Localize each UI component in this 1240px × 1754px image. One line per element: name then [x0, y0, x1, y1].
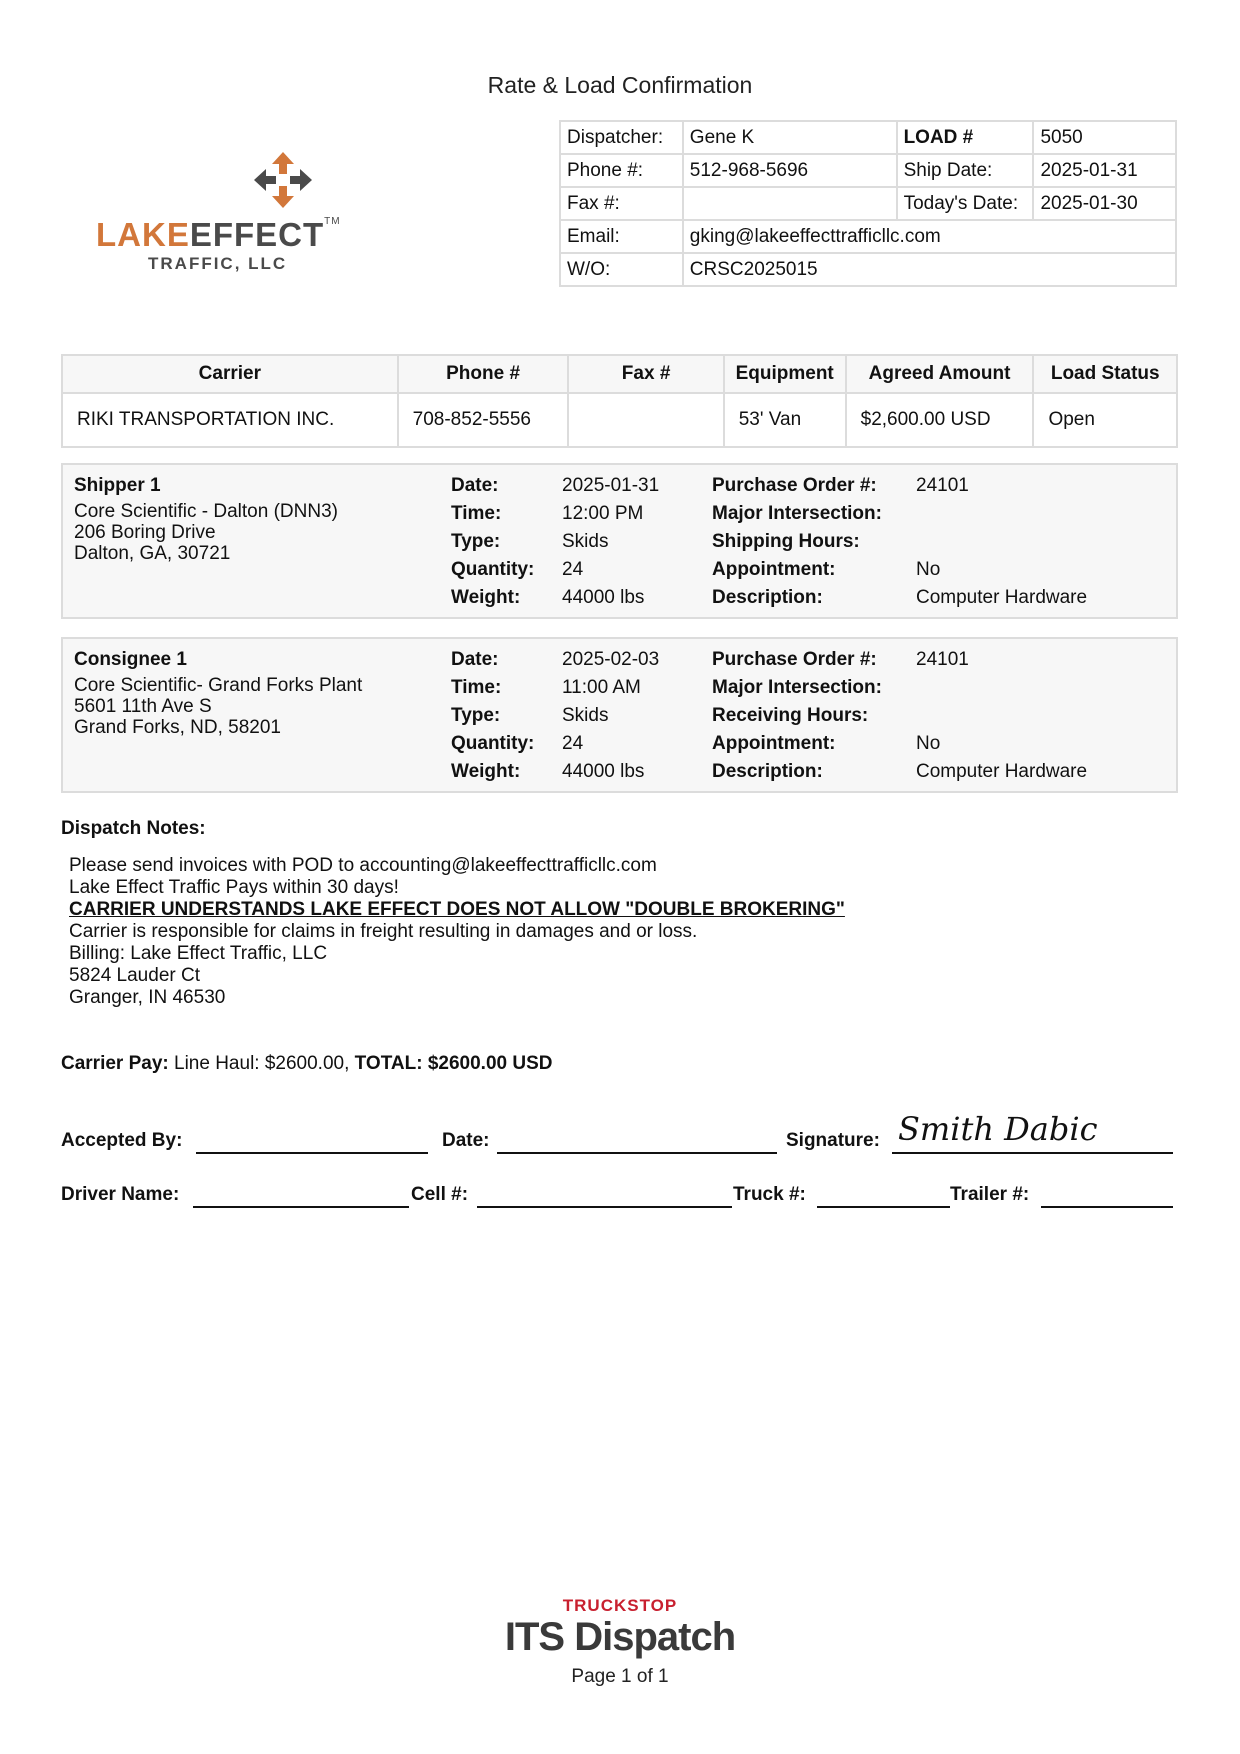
shipper-weight: 44000 lbs [562, 587, 645, 608]
todays-date-label: Today's Date: [897, 187, 1034, 220]
dispatcher-label: Dispatcher: [560, 121, 683, 154]
table-row [62, 393, 1177, 447]
shipper-date-label: Date: [451, 475, 499, 496]
shipper-address: Core Scientific - Dalton (DNN3) 206 Boring Drive Dalton, GA, 30721 [74, 501, 338, 564]
page-title: Rate & Load Confirmation [487, 72, 753, 98]
consignee-heading: Consignee 1 [74, 649, 187, 670]
shipper-qty: 24 [562, 559, 584, 580]
shipper-type: Skids [562, 531, 609, 552]
consignee-date: 2025-02-03 [562, 649, 660, 670]
logo-wordmark: LAKEEFFECT™ [96, 216, 341, 253]
its-dispatch-logo: ITS Dispatch [504, 1615, 736, 1659]
fax-value [683, 187, 897, 220]
consignee-type: Skids [562, 705, 609, 726]
footer [0, 1596, 1240, 1688]
shipper-date: 2025-01-31 [562, 475, 660, 496]
consignee-address: Core Scientific- Grand Forks Plant 5601 11th Ave S Grand Forks, ND, 58201 [74, 675, 363, 738]
driver-name-label: Driver Name: [61, 1184, 180, 1205]
truckstop-logo: TRUCKSTOP [562, 1596, 678, 1615]
consignee-time: 11:00 AM [562, 677, 641, 698]
consignee-qty-label: Quantity: [451, 733, 535, 754]
load-status-header: Load Status [1033, 355, 1177, 393]
consignee-mi-label: Major Intersection: [712, 677, 882, 698]
carrier-load-status: Open [1033, 393, 1177, 447]
consignee-date-label: Date: [451, 649, 499, 670]
shipper-appt: No [916, 559, 941, 580]
note-line: Please send invoices with POD to accounting@lakeeffecttrafficllc.com [69, 855, 657, 876]
double-brokering-warning: CARRIER UNDERSTANDS LAKE EFFECT DOES NOT ALLOW "DOUBLE BROKERING" [69, 899, 845, 920]
carrier-table [61, 354, 1178, 448]
ship-date-label: Ship Date: [897, 154, 1034, 187]
consignee-desc: Computer Hardware [916, 761, 1088, 782]
consignee-desc-label: Description: [712, 761, 823, 782]
shipper-desc: Computer Hardware [916, 587, 1088, 608]
wo-label: W/O: [560, 253, 683, 286]
carrier-phone: 708-852-5556 [398, 393, 569, 447]
equipment-header: Equipment [724, 355, 846, 393]
cell-line[interactable] [477, 1206, 732, 1208]
trailer-label: Trailer #: [950, 1184, 1030, 1205]
shipper-mi-label: Major Intersection: [712, 503, 882, 524]
consignee-appt: No [916, 733, 941, 754]
shipper-time-label: Time: [451, 503, 502, 524]
signature-line[interactable] [892, 1152, 1173, 1154]
fax-header: Fax # [568, 355, 723, 393]
shipper-desc-label: Description: [712, 587, 823, 608]
dispatch-header-table [559, 120, 1177, 287]
email-label: Email: [560, 220, 683, 253]
shipper-heading: Shipper 1 [74, 475, 161, 496]
consignee-box [61, 637, 1178, 793]
truck-line[interactable] [817, 1206, 950, 1208]
accepted-by-line[interactable] [196, 1152, 428, 1154]
cell-label: Cell #: [411, 1184, 469, 1205]
shipper-appt-label: Appointment: [712, 559, 836, 580]
load-value: 5050 [1033, 121, 1176, 154]
signature: Smith Dabic [898, 1110, 1098, 1148]
shipper-time: 12:00 PM [562, 503, 644, 524]
shipper-qty-label: Quantity: [451, 559, 535, 580]
carrier-pay: Carrier Pay: Line Haul: $2600.00, TOTAL: $2600.00 USD [61, 1053, 553, 1074]
company-logo [90, 150, 360, 280]
ship-date-value: 2025-01-31 [1033, 154, 1176, 187]
agreed-amount-header: Agreed Amount [846, 355, 1034, 393]
carrier-header: Carrier [62, 355, 398, 393]
date-line[interactable] [497, 1152, 777, 1154]
carrier-equipment: 53' Van [724, 393, 846, 447]
driver-name-line[interactable] [193, 1206, 409, 1208]
phone-value: 512-968-5696 [683, 154, 897, 187]
page-number: Page 1 of 1 [571, 1666, 669, 1687]
carrier-fax [568, 393, 723, 447]
note-line: Granger, IN 46530 [69, 987, 226, 1008]
consignee-time-label: Time: [451, 677, 502, 698]
note-line: 5824 Lauder Ct [69, 965, 200, 986]
email-value: gking@lakeeffecttrafficllc.com [683, 220, 1176, 253]
consignee-weight-label: Weight: [451, 761, 521, 782]
carrier-agreed-amount: $2,600.00 USD [846, 393, 1034, 447]
consignee-po: 24101 [916, 649, 969, 670]
dispatch-notes-heading: Dispatch Notes: [61, 818, 206, 839]
phone-label: Phone #: [560, 154, 683, 187]
signature-label: Signature: [786, 1130, 880, 1151]
shipper-hours-label: Shipping Hours: [712, 531, 860, 552]
accepted-by-label: Accepted By: [61, 1130, 183, 1151]
phone-header: Phone # [398, 355, 569, 393]
consignee-type-label: Type: [451, 705, 501, 726]
logo-subtitle: TRAFFIC, LLC [148, 254, 288, 273]
load-label: LOAD # [897, 121, 1034, 154]
note-line: Billing: Lake Effect Traffic, LLC [69, 943, 328, 964]
shipper-po: 24101 [916, 475, 969, 496]
four-arrows-icon [252, 150, 314, 210]
consignee-po-label: Purchase Order #: [712, 649, 877, 670]
todays-date-value: 2025-01-30 [1033, 187, 1176, 220]
shipper-weight-label: Weight: [451, 587, 521, 608]
consignee-qty: 24 [562, 733, 584, 754]
consignee-weight: 44000 lbs [562, 761, 645, 782]
shipper-po-label: Purchase Order #: [712, 475, 877, 496]
shipper-type-label: Type: [451, 531, 501, 552]
shipper-box [61, 463, 1178, 619]
note-line: Carrier is responsible for claims in freight resulting in damages and or loss. [69, 921, 698, 942]
wo-value: CRSC2025015 [683, 253, 1176, 286]
consignee-hours-label: Receiving Hours: [712, 705, 869, 726]
consignee-appt-label: Appointment: [712, 733, 836, 754]
dispatch-notes [69, 855, 845, 1009]
trailer-line[interactable] [1041, 1206, 1173, 1208]
dispatcher-value: Gene K [683, 121, 897, 154]
fax-label: Fax #: [560, 187, 683, 220]
note-line: Lake Effect Traffic Pays within 30 days! [69, 877, 399, 898]
date-label: Date: [442, 1130, 490, 1151]
truck-label: Truck #: [733, 1184, 806, 1205]
carrier-name: RIKI TRANSPORTATION INC. [62, 393, 398, 447]
